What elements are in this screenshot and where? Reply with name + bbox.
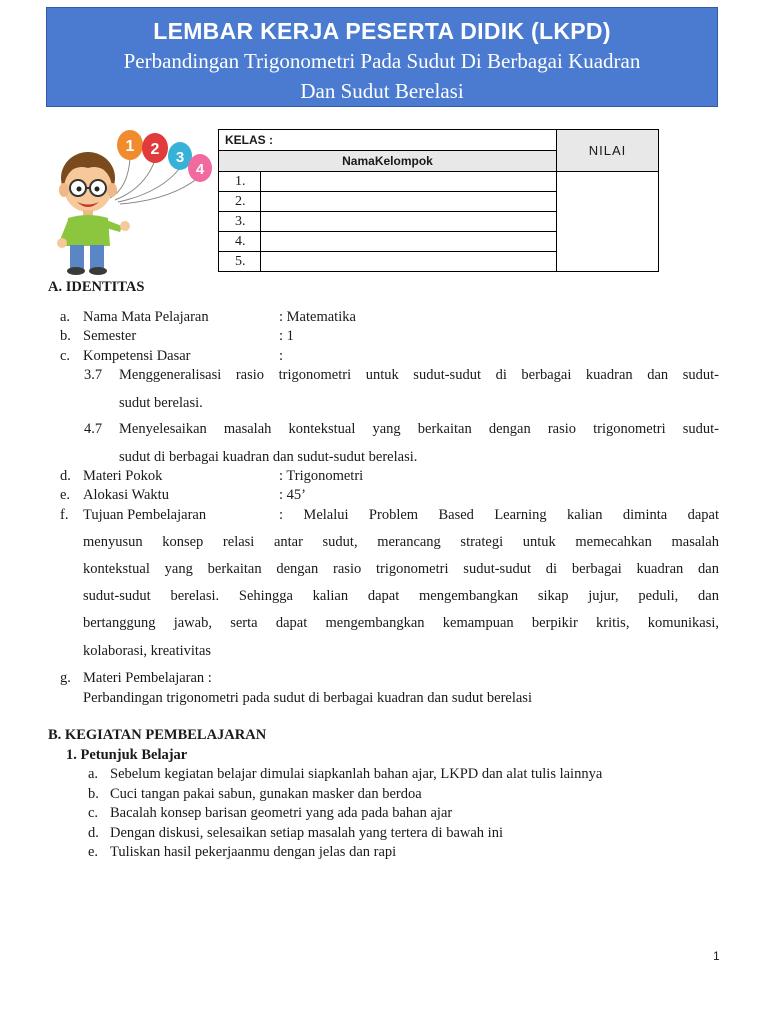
instruction-item: Sebelum kegiatan belajar dimulai siapkanlah bahan ajar, LKPD dan alat tulis lainnya	[110, 766, 603, 782]
nilai-header: NILAI	[557, 130, 659, 172]
group-member-number: 3.	[219, 212, 261, 232]
document-title: LEMBAR KERJA PESERTA DIDIK (LKPD)	[153, 18, 611, 44]
group-member-number: 4.	[219, 232, 261, 252]
kd-text-line: Menyelesaikan masalah kontekstual yang berkaitan dengan rasio trigonometri sudut-	[119, 421, 719, 437]
group-member-number: 5.	[219, 252, 261, 272]
tujuan-text-line: sudut-sudut berelasi. Sehingga kalian dapat mengembangkan sikap jujur, peduli, dan	[83, 588, 719, 604]
identity-label: Kompetensi Dasar	[83, 348, 191, 364]
balloon-label-2: 2	[150, 141, 160, 158]
identity-label: Tujuan Pembelajaran	[83, 507, 207, 523]
tujuan-text-line: kontekstual yang berkaitan dengan rasio trigonometri sudut-sudut di berbagai kuadran dan	[83, 561, 719, 577]
group-member-field[interactable]	[261, 192, 557, 212]
list-letter: g.	[60, 670, 71, 686]
section-identitas-heading: A. IDENTITAS	[48, 279, 145, 295]
nilai-field[interactable]	[557, 172, 659, 272]
identity-value: :	[279, 348, 284, 364]
kd-number: 4.7	[84, 421, 103, 437]
group-member-number: 1.	[219, 172, 261, 192]
group-member-number: 2.	[219, 192, 261, 212]
list-letter: e.	[60, 487, 71, 503]
page-number: 1	[713, 949, 720, 963]
identity-value: : Trigonometri	[279, 468, 364, 484]
balloon-label-4: 4	[195, 161, 205, 178]
group-member-field[interactable]	[261, 252, 557, 272]
identity-label: Alokasi Waktu	[83, 487, 169, 503]
instruction-item: Dengan diskusi, selesaikan setiap masalah yang tertera di bawah ini	[110, 825, 503, 841]
document-subtitle-line-1: Perbandingan Trigonometri Pada Sudut Di Berbagai Kuadran	[123, 49, 641, 73]
kd-text-line: sudut berelasi.	[119, 395, 203, 411]
petunjuk-belajar-subheading: 1. Petunjuk Belajar	[66, 747, 188, 763]
list-letter: d.	[60, 468, 71, 484]
identity-label: Semester	[83, 328, 137, 344]
list-letter: d.	[88, 825, 99, 841]
kd-text-line: sudut di berbagai kuadran dan sudut-sudut berelasi.	[119, 449, 418, 465]
identity-label: Materi Pokok	[83, 468, 163, 484]
group-member-field[interactable]	[261, 232, 557, 252]
section-kegiatan-heading: B. KEGIATAN PEMBELAJARAN	[48, 727, 267, 743]
identity-value: : 45’	[279, 487, 306, 503]
number-balloons	[117, 130, 212, 182]
identity-value: : 1	[279, 328, 294, 344]
balloon-label-3: 3	[175, 149, 185, 166]
document-subtitle-line-2: Dan Sudut Berelasi	[300, 79, 464, 103]
identity-value: : Melalui Problem Based Learning kalian diminta dapat	[279, 507, 719, 523]
identity-value: : Matematika	[279, 309, 356, 325]
materi-text: Perbandingan trigonometri pada sudut di berbagai kuadran dan sudut berelasi	[83, 690, 532, 706]
instruction-item: Cuci tangan pakai sabun, gunakan masker dan berdoa	[110, 786, 422, 802]
nama-kelompok-header: NamaKelompok	[219, 151, 557, 172]
list-letter: b.	[88, 786, 99, 802]
list-letter: f.	[60, 507, 69, 523]
tujuan-text-line: menyusun konsep relasi antar sudut, merancang strategi untuk memecahkan masalah	[83, 534, 719, 550]
list-letter: e.	[88, 844, 99, 860]
group-info-table	[218, 129, 659, 272]
title-banner	[46, 7, 718, 107]
list-letter: c.	[60, 348, 71, 364]
group-member-field[interactable]	[261, 172, 557, 192]
group-member-field[interactable]	[261, 212, 557, 232]
kd-text-line: Menggeneralisasi rasio trigonometri untuk sudut-sudut di berbagai kuadran dan sudut-	[119, 367, 719, 383]
student-cartoon-illustration	[50, 118, 220, 278]
identity-label: Materi Pembelajaran :	[83, 670, 212, 686]
boy-figure	[57, 152, 130, 275]
list-letter: c.	[88, 805, 99, 821]
instruction-item: Tuliskan hasil pekerjaanmu dengan jelas dan rapi	[110, 844, 397, 860]
list-letter: b.	[60, 328, 71, 344]
balloon-label-1: 1	[125, 138, 135, 155]
kelas-cell[interactable]: KELAS :	[219, 130, 557, 151]
instruction-item: Bacalah konsep barisan geometri yang ada pada bahan ajar	[110, 805, 453, 821]
tujuan-text-line: bertanggung jawab, serta dapat mengembangkan kemampuan berpikir kritis, komunikasi,	[83, 615, 719, 631]
tujuan-text-line: kolaborasi, kreativitas	[83, 643, 212, 659]
kd-number: 3.7	[84, 367, 103, 383]
identity-label: Nama Mata Pelajaran	[83, 309, 209, 325]
list-letter: a.	[60, 309, 71, 325]
list-letter: a.	[88, 766, 99, 782]
